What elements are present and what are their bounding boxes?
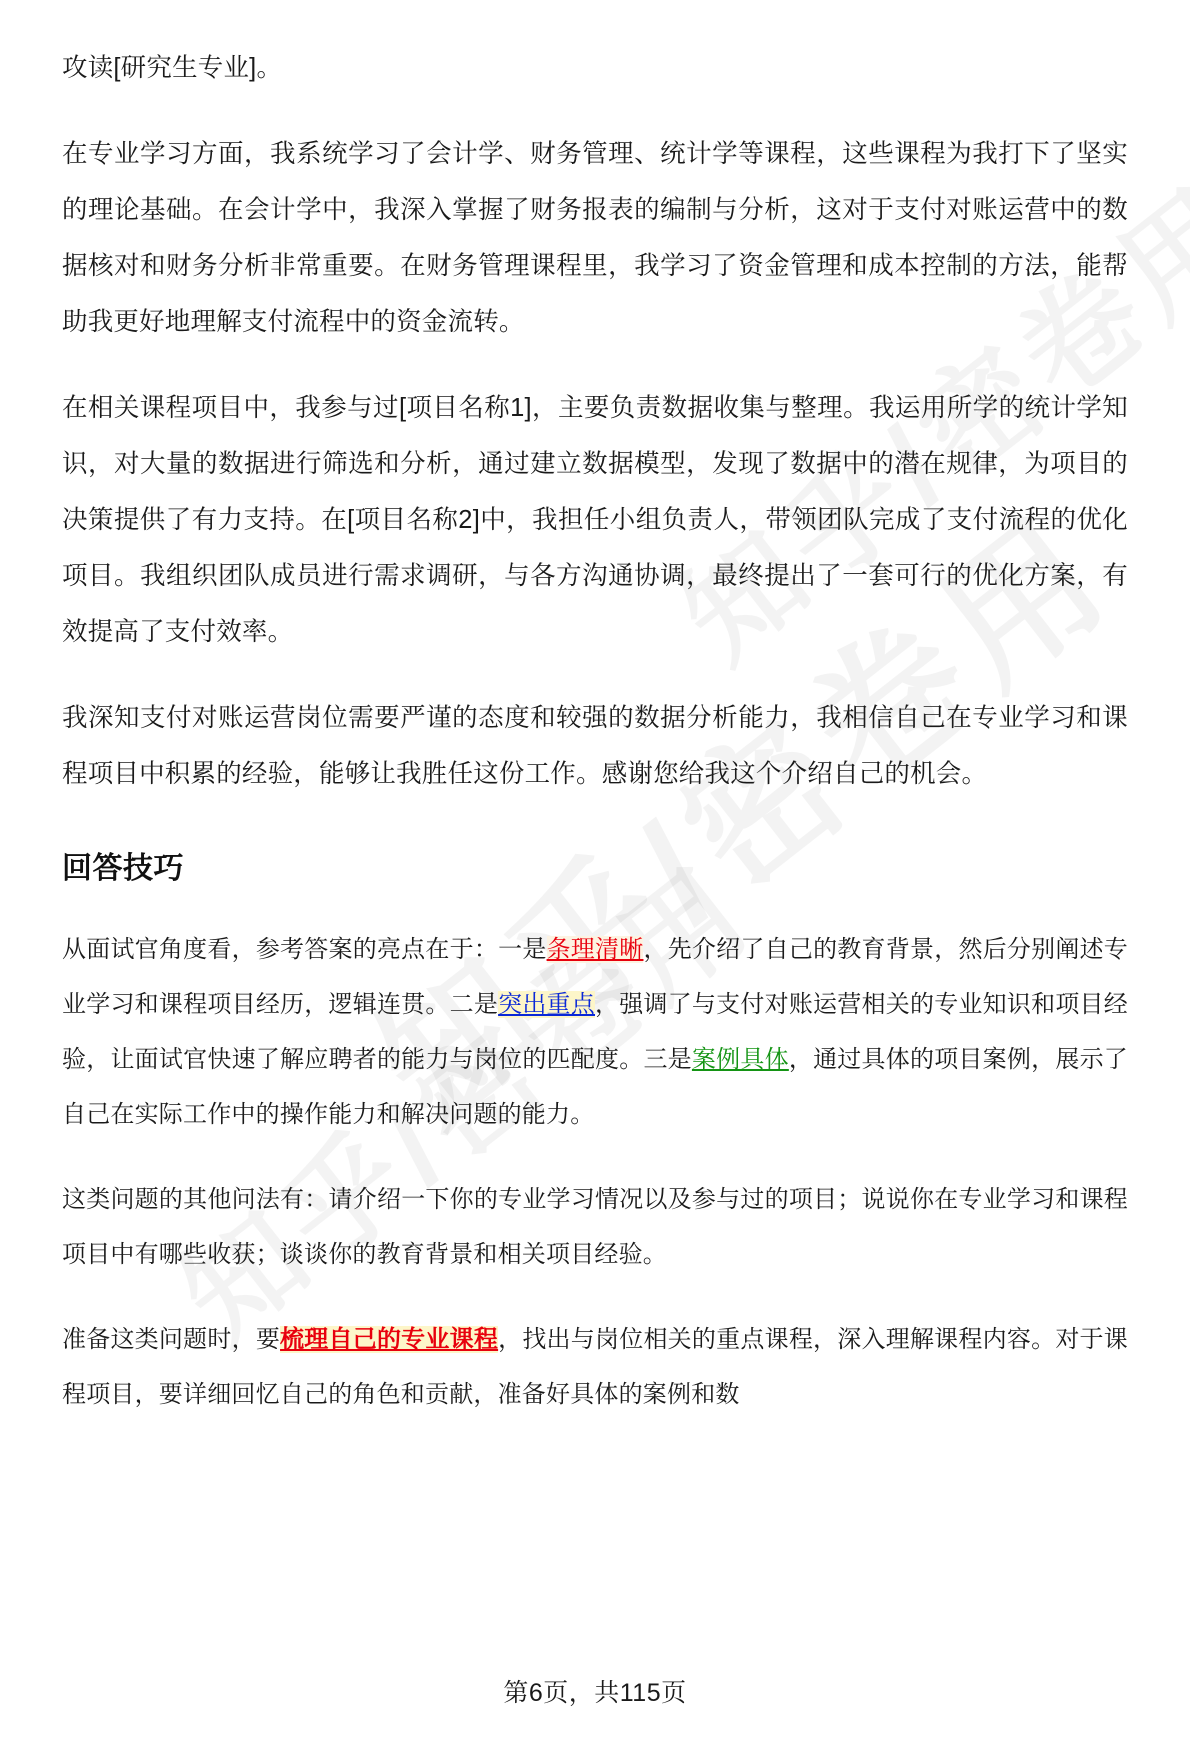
paragraph-course-projects: 在相关课程项目中，我参与过[项目名称1]，主要负责数据收集与整理。我运用所学的统计学知识，对大量的数据进行筛选和分析，通过建立数据模型，发现了数据中的潜在规律，为项目的决策提供了有力支持。在[项目名称2]中，我担任小组负责人，带领团队完成了支付流程的优化项目。我组织团队成员进行需求调研，与各方沟通协调，最终提出了一套可行的优化方案，有效提高了支付效率。 <box>62 394 1128 646</box>
paragraph-other-question-forms: 这类问题的其他问法有：请介绍一下你的专业学习情况以及参与过的项目；说说你在专业学习和课程项目中有哪些收获；谈谈你的教育背景和相关项目经验。 <box>62 1186 1128 1268</box>
tips-text-segment-4: ，通过具体的项目案例，展示了自己在实际工作中的操作能力和解决问题的能力。 <box>62 1046 1128 1128</box>
emphasis-clear-structure: 条理清晰 <box>546 936 644 963</box>
section-heading-answer-tips: 回答技巧 <box>62 852 184 885</box>
emphasis-review-courses: 梳理自己的专业课程 <box>280 1326 499 1353</box>
prep-text-segment-1: 准备这类问题时，要 <box>62 1326 281 1353</box>
emphasis-key-points: 突出重点 <box>498 991 596 1018</box>
tips-text-segment-3: ，强调了与支付对账运营相关的专业知识和项目经验，让面试官快速了解应聘者的能力与岗位的匹配度。三是 <box>62 991 1128 1073</box>
paragraph-closing: 我深知支付对账运营岗位需要严谨的态度和较强的数据分析能力，我相信自己在专业学习和课程项目中积累的经验，能够让我胜任这份工作。感谢您给我这个介绍自己的机会。 <box>62 704 1128 788</box>
paragraph-professional-study: 在专业学习方面，我系统学习了会计学、财务管理、统计学等课程，这些课程为我打下了坚实的理论基础。在会计学中，我深入掌握了财务报表的编制与分析，这对于支付对账运营中的数据核对和财务分析非常重要。在财务管理课程里，我学习了资金管理和成本控制的方法，能帮助我更好地理解支付流程中的资金流转。 <box>62 140 1128 336</box>
paragraph-continuation: 攻读[研究生专业]。 <box>62 54 283 82</box>
emphasis-concrete-cases: 案例具体 <box>691 1046 789 1073</box>
document-content <box>62 40 1128 1422</box>
tips-text-segment-1: 从面试官角度看，参考答案的亮点在于：一是 <box>62 936 547 963</box>
page-footer: 第6页，共115页 <box>503 1679 687 1707</box>
paragraph-tips-highlights <box>62 922 1128 1142</box>
tips-text-segment-2: ，先介绍了自己的教育背景，然后分别阐述专业学习和课程项目经历，逻辑连贯。二是 <box>62 936 1129 1018</box>
paragraph-preparation-advice <box>62 1312 1128 1422</box>
prep-text-segment-2: ，找出与岗位相关的重点课程，深入理解课程内容。对于课程项目，要详细回忆自己的角色和贡献，准备好具体的案例和数 <box>62 1326 1128 1408</box>
